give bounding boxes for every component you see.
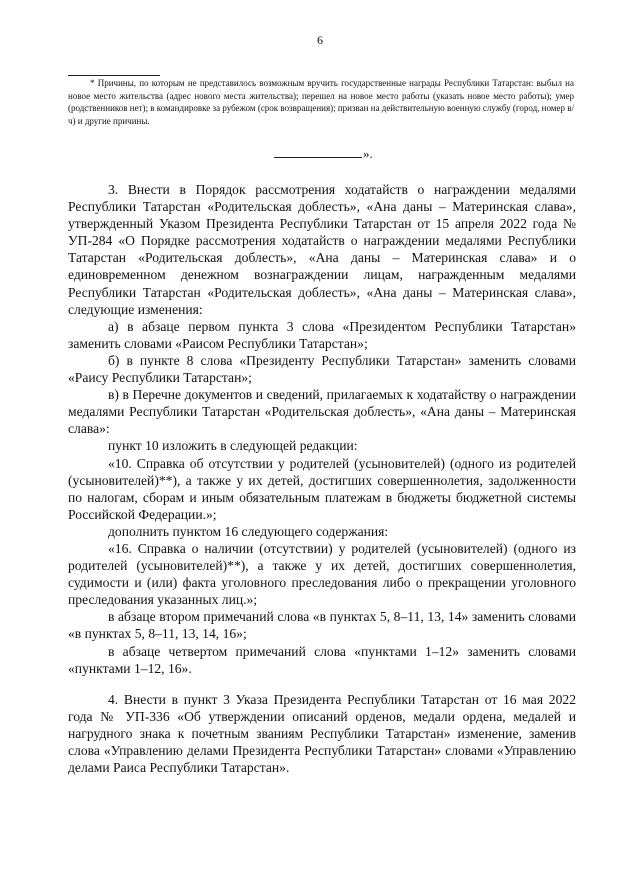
section-3 [68,181,576,677]
section-4-text: 4. Внести в пункт 3 Указа Президента Республики Татарстан от 16 мая 2022 года № УП-336 «Об утверждении описаний орденов, медали ордена, медалей и нагрудного знака к почетным званиям Республики Татарстан» изменение, заменив слова «Управлению делами Президента Республики Татарстан» словами «Управлению делами Раиса Республики Татарстан». [68,692,576,776]
point-10-intro: пункт 10 изложить в следующей редакции: [108,438,358,454]
page-number: 6 [317,33,323,47]
item-b: б) в пункте 8 слова «Президенту Республики Татарстан» заменить словами «Раису Республики Татарстан»; [68,352,576,386]
footnote-text: * Причины, по которым не представилось возможным вручить государственные награды Республики Татарстан: выбыл на новое место жительства (адрес нового места жительства); перешел на новое место работы (указать новое место работы); умер (родственников нет); в командировке за рубежом (срок возвращения); призван на действительную военную службу (город, номер в/ч) и другие причины. [68,78,574,126]
footnote-separator [68,75,160,76]
item-c: в) в Перечне документов и сведений, прилагаемых к ходатайству о награждении медалями Республики Татарстан «Родительская доблесть», «Ана даны – Материнская слава»: [68,387,576,437]
footnote [68,77,574,127]
notes-paragraph-4: в абзаце четвертом примечаний слова «пунктами 1–12» заменить словами «пунктами 1–12, 16». [68,643,576,676]
closing-quote: ». [363,146,373,161]
section-3-intro: 3. Внести в Порядок рассмотрения ходатайств о награждении медалями Республики Татарстан «Родительская доблесть», «Ана даны – Материнская слава», утвержденный Указом Президента Республики Татарстан от 15 апреля 2022 года № УП-284 «О Порядке рассмотрения ходатайств о награждении медалями Республики Татарстан «Родительская доблесть», «Ана даны – Материнская слава» и о единовременном денежном вознаграждении лицам, награжденным медалями Республики Татарстан «Родительская доблесть», «Ана даны – Материнская слава», следующие изменения: [68,182,576,317]
section-4 [68,691,576,776]
blank-underline [274,146,362,158]
item-a: а) в абзаце первом пункта 3 слова «Президентом Республики Татарстан» заменить словами «Раисом Республики Татарстан»; [68,318,576,351]
point-10-text: «10. Справка об отсутствии у родителей (усыновителей) (одного из родителей (усыновителей)**), а также у их детей, достигших совершеннолетия, задолженности по налогам, сборам и иным обязательным платежам в бюджеты бюджетной системы Российской Федерации.»; [68,455,576,522]
point-16-intro: дополнить пунктом 16 следующего содержания: [108,523,389,539]
point-16-text: «16. Справка о наличии (отсутствии) у родителей (усыновителей) (одного из родителей (усыновителей)**), а также у их детей, достигших совершеннолетия, судимости и (или) факта уголовного преследования либо о прекращении уголовного преследования указанных лиц.»; [68,540,576,608]
closing-line [274,146,373,162]
notes-paragraph-2: в абзаце втором примечаний слова «в пунктах 5, 8–11, 13, 14» заменить словами «в пунктах 5, 8–11, 13, 14, 16»; [68,609,576,642]
